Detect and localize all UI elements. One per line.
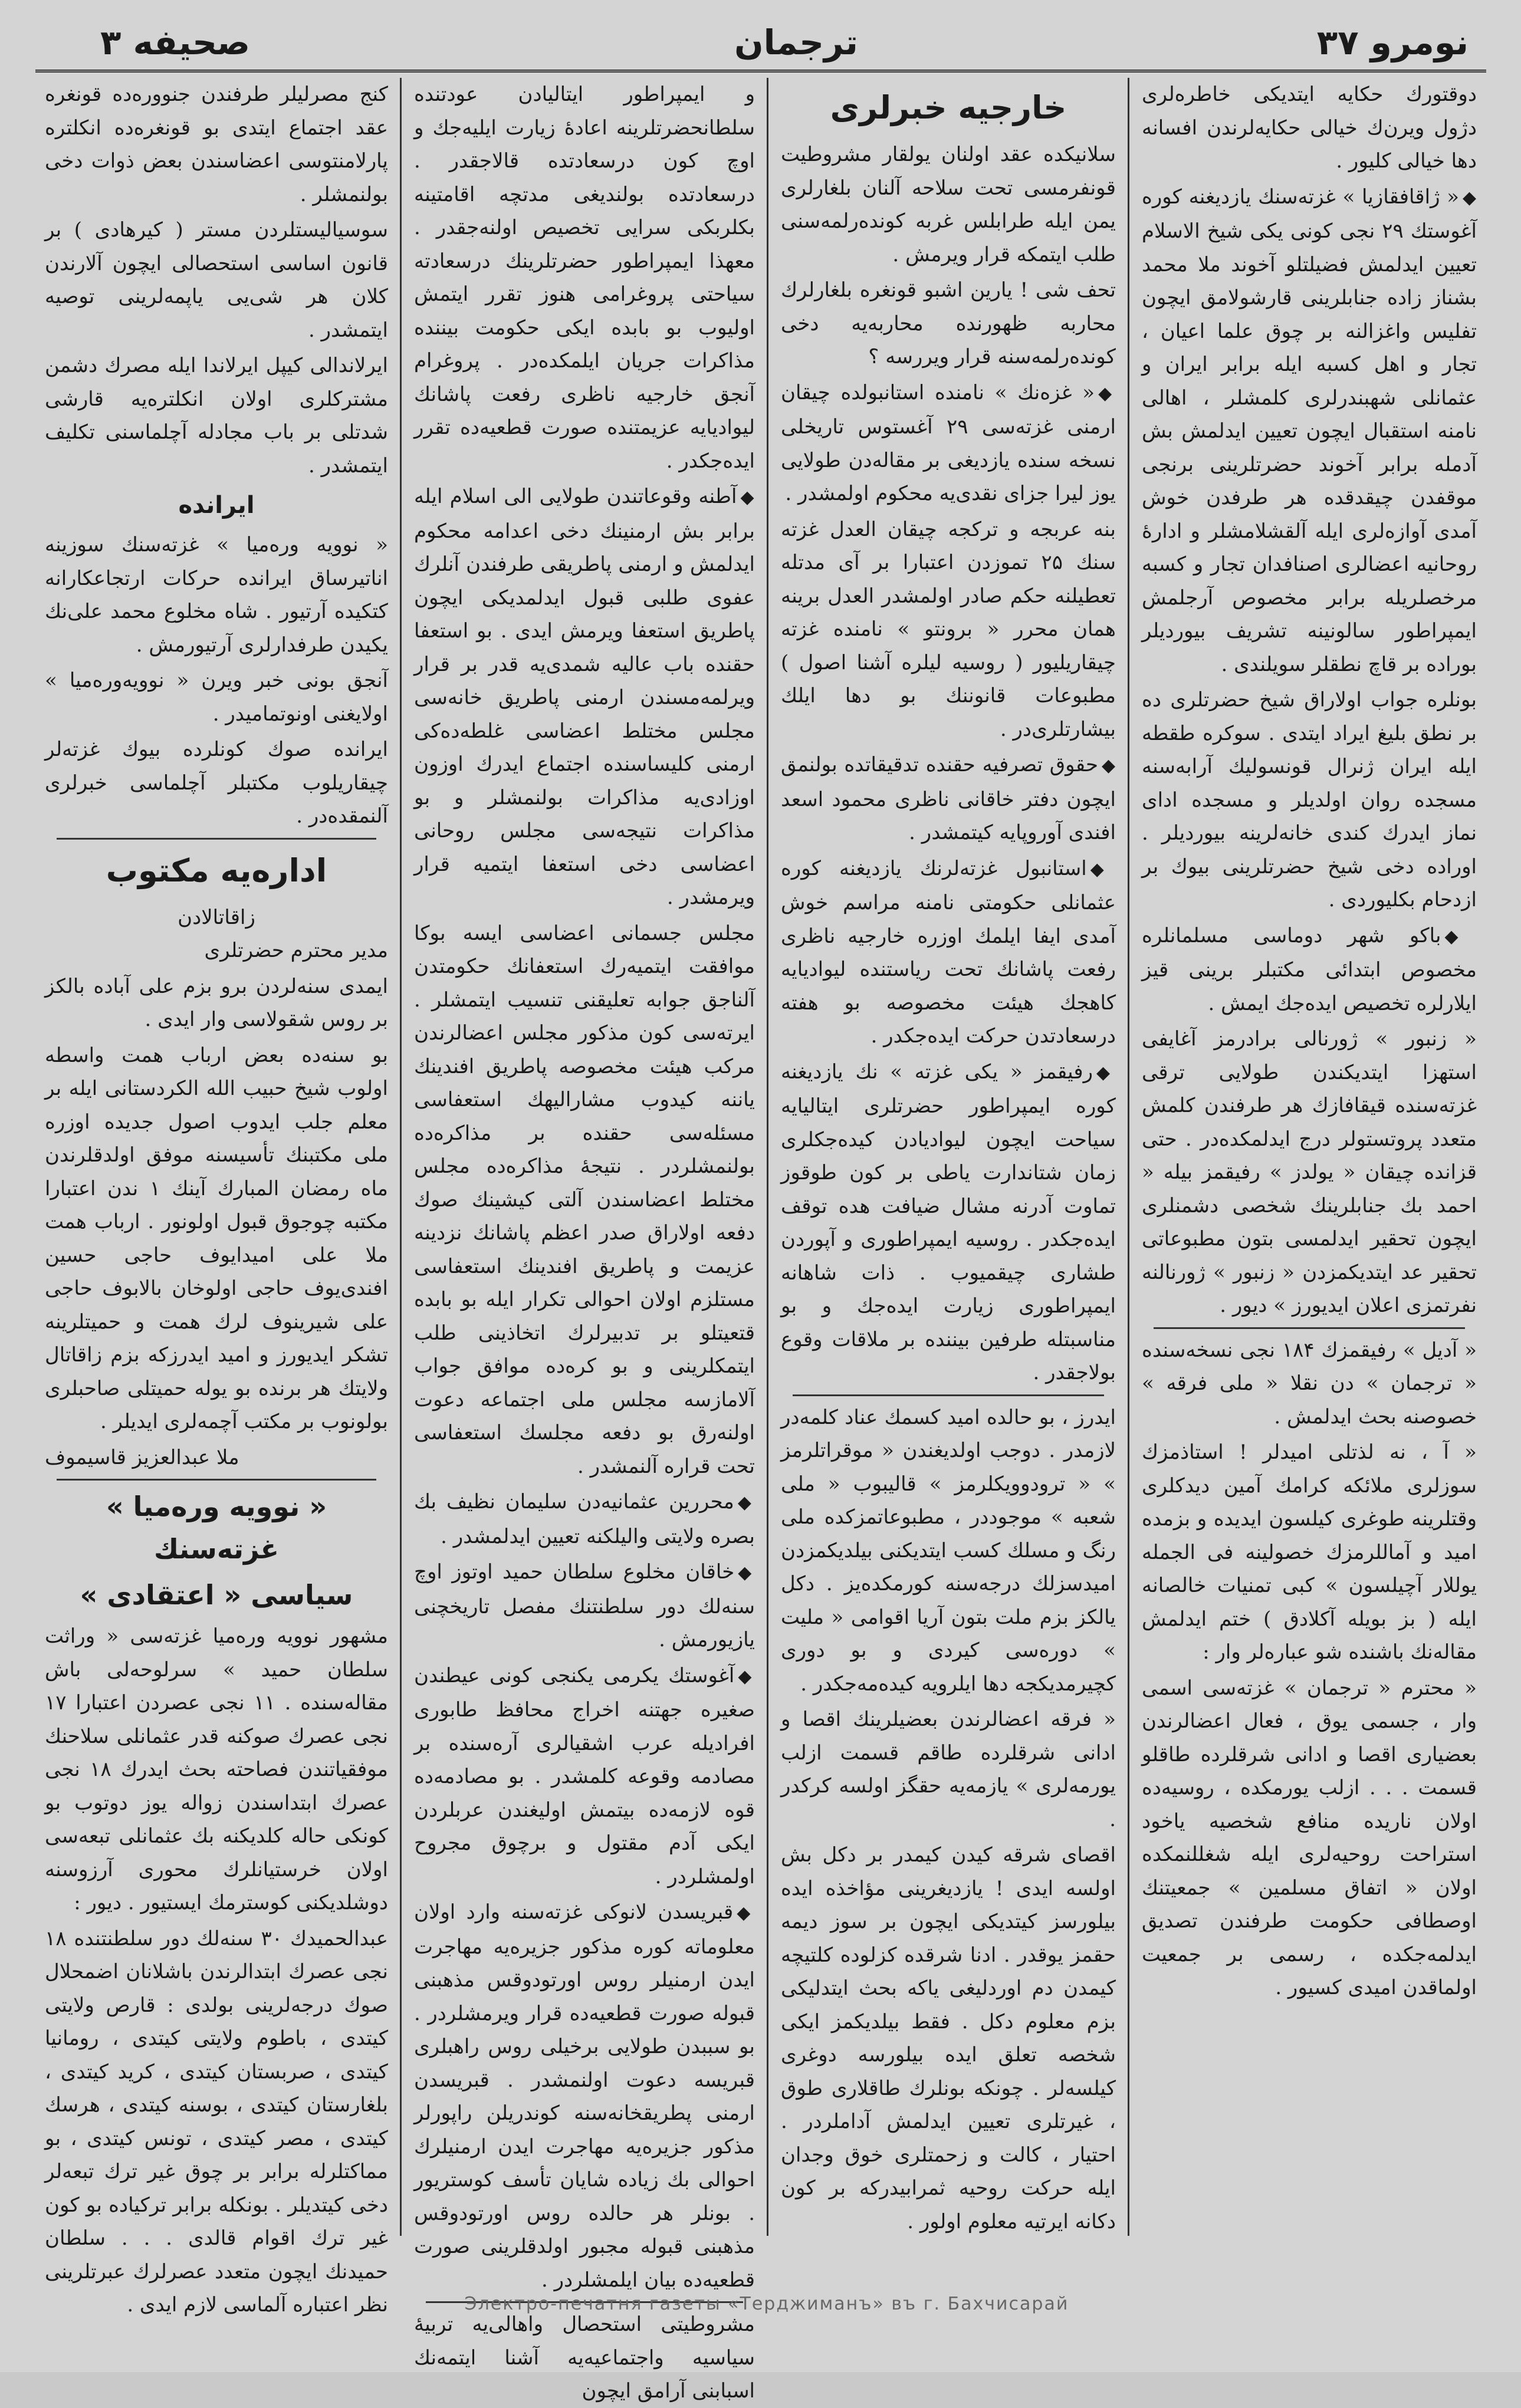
printer-imprint: Электро-печатня газеты «Терджиманъ» въ г. Бахчисарай (464, 2294, 1069, 2314)
section-divider (1154, 1327, 1465, 1329)
column-4-paragraph: مشهور نوویه وره‌میا غزته‌سی « وراثت سلطان حمید » سرلوحه‌لی باش مقاله‌سنده . ۱۱ نجی عصردن اعتبارا ۱۷ نجی عصرك صوكنه قدر عثمانلی سلاحنك موفقیاتندن فصاحته بحث ایدرك ۱۸ نجی عصرك ابتداسندن زواله یوز دوتوب بو كونكی حاله كلدیكنه بك عثمانلی تبعه‌سی اولان خرستیانلرك محوری آرزوسنه دوشلدیكنی كوسترمك ایستیور . دیور : (45, 1624, 389, 1914)
column-1-paragraph: ◆باكو شهر دوماسی مسلمانلره مخصوص ابتدائی مكتبلر برینی قیز ایلارلره تخصیص ایده‌جك ایمش . (1142, 923, 1477, 1015)
column-1-paragraph: « آدیل » رفیقمزك ۱۸۴ نجی نسخه‌سنده « ترجمان » دن نقلا « ملی فرقه » خصوصنه بحث ایدلمش . (1142, 1338, 1477, 1429)
column-4 (35, 78, 398, 2317)
column-4-paragraph: سوسیالیستلردن مستر ( كیرهادی ) بر قانون اساسی استحصالی ایچون آلارندن كلان هر شی‌یی یاپمه‌لرینی توصیه ایتمشدر . (45, 218, 388, 342)
section-divider (793, 1394, 1104, 1396)
column-rule (767, 78, 768, 2236)
diamond-bullet-icon: ◆ (738, 1666, 755, 1687)
subheading-iran: ایرانده (178, 492, 255, 519)
newspaper-title: ترجمان (734, 22, 858, 62)
column-4-paragraph: آنجق بونی خبر ویرن « نوویه‌وره‌میا » اولایغنی اونوتمامیدر . (45, 669, 388, 726)
section-heading-novoye-vremya: « نوویه وره‌میا » غزته‌سنك (106, 1491, 327, 1565)
column-1-paragraph: بونلره جواب اولاراق شیخ حضرتلری ده بر نطق بلیغ ایراد ایتدی . سوكره طقطه ایله ایران ژنرال قونسولیك آرابه‌سنه مسجده روان اولدیلر و مسجده ادای نماز ایدرك كندی خانه‌لرینه بیوردیلر . اوراده دخی شیخ حضرتلرینی بیوك بر ازدحام بكلیوردی . (1142, 688, 1477, 912)
letter-signature: ملا عبدالعزیز قاسیموف (45, 1445, 239, 1469)
column-2-paragraph: ◆رفیقمز « یكی غزته » نك یازدیغنه كوره ایمپراطور حضرتلری ایتالیایه سیاحت ایچون لیوادیادن كیده‌جكلری زمان شتاندارت یاطی بر كون طوقوز تماوت آدرنه مشال ضیافت هده توقف ایده‌جكدر . روسیه ایمپراطوری و آپوردن طشاری چیقمیوب . ذات شاهانه ایمپراطوری زیارت ایده‌جك و بو مناسبتله طرفین بیننده بر ملاقات وقوع بولاجقدر . (781, 1060, 1116, 1384)
letter-origin: زاقاتالادن (178, 905, 255, 929)
column-4-paragraph: بو سنه‌ده بعض ارباب همت واسطه اولوب شیخ حبیب الله الكردستانی ایله بر معلم جلب ایدوب اصول جدیده اوزره ملی مكتبنك تأسیسنه موفق اولدقلرندن ماه رمضان المبارك آینك ۱ ندن اعتبارا مكتبه چوجوق قبول اولونور . ارباب همت ملا علی امیدایوف حاجی حسین افندی‌یوف حاجی اولوخان بالابوف حاجی علی شیرینوف لرك همت و حمیتلرینه تشكر ایدیورز و امید ایدرزكه بزم زاقاتال ولایتك هر برنده بو یوله حمیتلی صاحبلری بولونوب بر مكتب آچمه‌لری ایدیلر . (45, 1043, 389, 1433)
column-4-paragraph: ایرلاندالی كیپل ایرلاندا ایله مصرك دشمن مشتركلری اولان انكلتره‌یه قارشی شدتلی بر باب مجادله آچلماسنی تكلیف ایتمشدر . (45, 354, 388, 478)
diamond-bullet-icon: ◆ (1098, 383, 1116, 404)
column-1-paragraph: « زنبور » ژورنالی برادرمز آغایفی استهزا ایتدیكندن طولایی ترقی غزته‌سنده قیقافازك هر طرفندن كلمش متعدد پروتستولر درج ایدلمكده‌در . حتی قزانده چیقان « یولدز » رفیقمز بیله « احمد بك جنابلرینك شخصی دشمنلری ایچون تحقیر ایدلمسی بتون مطبوعاتی تحقیر عد ایتدیكمزدن « زنبور » ژورنالنه نفرتمزی اعلان ایدیورز » دیور . (1142, 1027, 1477, 1317)
diamond-bullet-icon: ◆ (737, 1492, 755, 1513)
section-heading-political-creed: سیاسی « اعتقادی » (80, 1579, 353, 1611)
column-1-paragraph: « محترم « ترجمان » غزته‌سی اسمی وار ، جسمی یوق ، فعال اعضالرندن بعضیاری اقصا و ادانی شرقلرده طاقلو قسمت . . . ازلب یورمكده ، روسیه‌ده اولان ناریده منافع شخصیه یاخود استراحت روحیه‌لری ایله شغللنمكده اولان « اتفاق مسلمین » جمعیتنك اوصطافی حكومت طرفندن تصدیق ایدلمه‌جكده ، رسمی بر جمعیت اولماقدن امیدی كسیور . (1142, 1676, 1477, 1999)
column-1-paragraph: ◆« ژاقافقازیا » غزته‌سنك یازدیغنه كوره آغوستك ۲۹ نجی كونی یكی شیخ الاسلام تعیین ایدلمش فضیلتلو آخوند ملا محمد بشناز زاده جنابلرینی قارشولامق ایچون تفلیس واغزالنه بر چوق علما اعیان ، تجار و اهل كسبه ایله برابر ایران و عثمانلی شهبندرلری كلمشلر ، اهالی نامنه استقبال ایچون تعیین ایدلمش بش آدمله برابر آخوند حضرتلرینی برنجی موقفدن چیقدقده هر طرفدن خوش آمدی آوازه‌لری ایله آلقشلامشلر و ادارهٔ روحانیه اعضالری اصنافدان تجار و كسبه مرخصلریله برابر مخصوص آرجلمش ایمپراطور سالونینه تشریف بیوردیلر بوراده بر قاچ نطقلر سویلندی . (1142, 185, 1477, 676)
column-2-paragraph: ◆« غزه‌نك » نامنده استانبولده چیقان ارمنی غزته‌سی ۲۹ آغستوس تاریخلی نسخه سنده یازدیغی بر مقاله‌دن طولایی یوز لیرا جزای نقدی‌یه محكوم اولمشدر . (781, 380, 1116, 505)
issue-number: نومرو ۳۷ (1316, 22, 1469, 62)
column-3-paragraph: ◆قبریسدن لانوكی غزته‌سنه وارد اولان معلوماته كوره مذكور جزیره‌یه مهاجرت ایدن ارمنیلر روس اورتودوقس مذهبنی قبوله صورت قطعیه‌ده قرار ویرمشلردر . بو سببدن طولایی برخیلی روس راهبلری قبریسه دعوت اولنمشدر . قبریسدن ارمنی پطریقخانه‌سنه كوندریلن راپورلر مذكور جزیره‌یه مهاجرت ایدن ارمنیلرك احوالی بك زیاده شایان تأسف كوستریور . بونلر هر حالده روس اورتودوقس مذهبنی قبوله مجبور اولدقلرینی صورت قطعیه‌ده بیان ایلمشلردر . (414, 1900, 755, 2292)
column-3-paragraph: ◆آطنه وقوعاتندن طولایی الی اسلام ایله برابر بش ارمنینك دخی اعدامه محكوم ایدلمش و ارمنی پاطریقی طرفندن آنلرك عفوی طلبی قبول ایدلمدیكی ایچون پاطریق استعفا ویرمش ایدی . بو استعفا حقنده باب عالیه شمدی‌یه قدر بر قرار ویرلمه‌مسندن ارمنی پاطریق خانه‌سی مجلس مختلط اعضاسی غلطه‌ده‌كی ارمنی كلیساسنده اجتماع ایدرك اوزون اوزادی‌یه مذاكرات بولنمشلر و بو مذاكرات نتیجه‌سی مجلس روحانی اعضاسی دخی استعفا ایتمیه قرار ویرمشدر . (414, 485, 755, 909)
column-2-paragraph: ایدرز ، بو حالده امید كسمك عناد كلمه‌در لازمدر . دوجب اولدیغندن « موقراتلرمز » « ترودوویكلرمز » قالیبوب « ملی شعبه » موجوددر ، مطبوعاتمزكده ملی رنگ و مسلك كسب ایتدیكنی بیلدیكمزدن امیدسزلك درجه‌سنه كورمكده‌یز . دكل یالكز بزم ملت بتون آریا اقوامی « ملیت » دوره‌سی كیردی و بو دوری كچیرمدیكجه دها ایلرویه كیده‌مه‌جكدر . (781, 1405, 1116, 1696)
column-4-paragraph: ایمدی سنه‌لردن برو بزم علی آباده بالكز بر روس شقولاسی وار ایدی . (45, 974, 388, 1031)
column-1-paragraph: دوقتورك حكایه ایتدیكی خاطره‌لری دژول ویرن‌ك خیالی حكایه‌لرندن افسانه دها خیالی كلیور . (1142, 83, 1477, 173)
column-4-paragraph: كنج مصرلیلر طرفندن جنووره‌ده قونغره عقد اجتماع ایتدی بو قونغره‌ده انكلتره پارلامنتوسی اعضاسندن بعض ذوات دخی بولنمشلر . (45, 83, 388, 206)
column-1 (1132, 78, 1486, 2236)
column-3-paragraph: و ایمپراطور ایتالیادن عودتنده سلطانحضرتلرینه اعادهٔ زیارت ایلیه‌جك و اوچ كون درسعادتده قالاجقدر . درسعادتده بولندیغی مدتچه اقامتینه بكلربكی سرایی تخصیص اولنه‌جقدر . معهذا ایمپراطور حضرتلرینك درسعادته سیاحتی پروغرامی هنوز تقرر ایتمش اولیوب بو بابده ایكی حكومت بیننده مذاكرات جریان ایلمكده‌در . پروغرام آنجق خارجیه ناظری رفعت پاشانك لیوادیایه عزیمتنده صورت قطعیه‌ده تقرر ایده‌جكدر . (414, 83, 755, 473)
column-1-paragraph: « آ ، نه لذتلی امیدلر ! استاذمزك سوزلری ملائكه كرامك آمین دیدكلری وقتلرینه طوغری كیلسون ایدیده و بزمده امید و آماللرمزك خصولینه فی الجمله یوللار آچیلسون » كبی تمنیات خالصانه ایله ( بز بویله آكلادق ) ختم ایدلمش مقاله‌نك باشنده شو عباره‌لر وار : (1142, 1440, 1477, 1664)
section-heading-foreign-news: خارجیه خبرلری (830, 89, 1067, 126)
column-4-paragraph: عبدالحمیدك ۳۰ سنه‌لك دور سلطنتنده ۱۸ نجی عصرك ابتدالرندن باشلانان اضمحلال صوك درجه‌لرینی بولدی : قارص ولایتی كیتدی ، باطوم ولایتی كیتدی ، رومانیا كیتدی ، صربستان كیتدی ، كرید كیتدی ، بلغارستان كیتدی ، بوسنه كیتدی ، هرسك كیتدی ، مصر كیتدی ، تونس كیتدی ، بو مماكتلرله برابر بر چوق غیر ترك تبعه‌لر دخی كیتدیلر . بونكله برابر تركیاده بو كون غیر ترك اقوام قالدی . . . سلطان حمیدنك ایچون متعدد عصرلرك عبرتلرینی نظر اعتباره آلماسی لازم ایدی . (45, 1926, 388, 2317)
column-4-paragraph: « نوویه وره‌میا » غزته‌سنك سوزینه اناتیرساق ایرانده حركات ارتجاعكارانه كتكیده آرتیور . شاه مخلوع محمد علی‌نك یكیدن طرفدارلری آرتیورمش . (45, 533, 388, 657)
column-2-paragraph: « فرقه اعضالرندن بعضیلرینك اقصا و ادانی شرقلرده طاقم قسمت ازلب یورمه‌لری » یازمه‌یه حقگز اولسه كركدر . (781, 1708, 1116, 1831)
diamond-bullet-icon: ◆ (1463, 187, 1477, 208)
diamond-bullet-icon: ◆ (740, 487, 755, 508)
column-3-paragraph: ◆محررین عثمانیه‌دن سلیمان نظیف بك بصره ولایتی والیلكنه تعیین ایدلمشدر . (414, 1490, 755, 1548)
column-rule (400, 78, 402, 2236)
column-3 (405, 78, 764, 2403)
column-2-paragraph: اقصای شرقه كیدن كیمدر بر دكل بش اولسه ایدی ! یازدیغرینی مؤاخذه ایده بیلورسز كیتدیكی ایچون بر سوز دیمه حقمز یوقدر . ادنا شرقده كزلوده كلتیچه كیمدن دم اوردلیغی یاكه بحث ایتدلیكی بزم معلوم دكل . فقط بیلدیكمز ایكی شخصه تعلق ایده بیلورسه دوغری كیلسه‌لر . چونكه بونلرك طاقلاری طوق ، غیرتلری تعیین ایدلمش آداملردر . احتیار ، كالت و زحمتلری خوق وجدان ایله حركت روحیه ثمرابیدركه بر كون دكانه ایرتیه معلوم اولور . (781, 1843, 1116, 2233)
section-heading-letter-to-editor: اداره‌یه مكتوب (106, 851, 327, 889)
column-rule (1128, 78, 1129, 2236)
section-divider (57, 1479, 376, 1481)
column-3-paragraph: ◆خاقان مخلوع سلطان حمید اوتوز اوچ سنه‌لك دور سلطنتنك مفصل تاریخچنی یازیورمش . (414, 1560, 755, 1652)
column-2-paragraph: سلانیكده عقد اولنان یولقار مشروطیت قونفرمسی تحت سلاحه آلنان بلغارلری یمن ایله طرابلس غربه كونده‌رلمه‌سنی طلب ایتمكه قرار ویرمش . (781, 143, 1116, 267)
column-2-paragraph: ◆حقوق تصرفیه حقنده تدقیقاتده بولنمق ایچون دفتر خاقانی ناظری محمود اسعد افندی آوروپایه كیتمشدر . (781, 753, 1116, 844)
column-2-paragraph: ◆استانبول غزته‌لرنك یازدیغنه كوره عثمانلی حكومتی نامنه مراسم خوش آمدی ایفا ایلمك اوزره خارجیه ناظری رفعت پاشانك تحت ریاستنده لیوادیایه كاهجك هیئت مخصوصه بو هفته درسعادتدن حركت ایده‌جكدر . (781, 856, 1116, 1048)
diamond-bullet-icon: ◆ (1090, 858, 1116, 880)
diamond-bullet-icon: ◆ (738, 1562, 755, 1583)
masthead (35, 17, 1486, 73)
diamond-bullet-icon: ◆ (737, 1903, 755, 1923)
column-3-paragraph: ◆آغوستك یكرمی یكنجی كونی عیطندن صغیره جهتنه اخراج محافظ طابوری افرادیله عرب اشقیالری آره‌سنده بر مصادمه وقوعه كلمشدر . بو مصادمه‌ده قوه لازمه‌ده بیتمش اولیغندن عربلردن ایكی آدم مقتول و برچوق مجروح اولمشلردر . (414, 1663, 755, 1889)
column-3-paragraph: مشروطیتی استحصال واهالی‌یه تربیهٔ سیاسیه واجتماعیه‌یه آشنا ایتمه‌نك اسبابنی آرامق ایچون (414, 2312, 755, 2403)
column-4-paragraph: ایرانده صوك كونلرده بیوك غزته‌لر چیقاریلوب مكتبلر آچلماسی خبرلری آلنمقده‌در . (45, 738, 388, 828)
column-2 (771, 78, 1125, 2236)
page-number-label: صحیفه ۳ (100, 22, 251, 62)
section-divider (57, 838, 376, 840)
column-2-paragraph: تحف شی ! یارین اشبو قونغره بلغارلرك محاربه ظهورنده محاربه‌یه دخی كونده‌رلمه‌سنه قرار ویررسه ؟ (781, 278, 1116, 369)
diamond-bullet-icon: ◆ (1444, 926, 1477, 947)
diamond-bullet-icon: ◆ (1101, 755, 1116, 776)
column-2-paragraph: بنه عربجه و تركجه چیقان العدل غزته سنك ۲۵ تموزدن اعتبارا بر آی مدتله تعطیلنه حكم صادر اولمشدر العدل برینه همان محرر « برونتو » نامنده غزته چیقاریلیور ( روسیه لیلره آشنا اصول ) مطبوعات قانوننك بو دها ایلك بیشارتلری‌در . (781, 517, 1116, 741)
letter-salutation: مدیر محترم حضرتلری (204, 939, 388, 962)
diamond-bullet-icon: ◆ (1096, 1062, 1116, 1083)
column-3-paragraph: مجلس جسمانی اعضاسی ایسه بوكا موافقت ایتمیه‌رك استعفانك حكومتدن آلناجق جوابه تعلیقنی تنسیب ایتمشلر . ایرته‌سی كون مذكور مجلس اعضالرندن مركب هیئت مخصوصه پاطریق افندینك یاننه كیدوب مشارالیهك استعفاسی مسئله‌سی حقنده بر مذاكره‌ده بولنمشلردر . نتیجهٔ مذاكره‌ده مجلس مختلط اعضاسندن آلتی كیشینك صوك دفعه اولاراق صدر اعظم پاشانك نزدینه عزیمت و پاطریق افندینك استعفاسی مستلزم اولان احوالی تكرار ایله بو بابده قتعیتلو بر تدبیرلرك اتخاذینی طلب ایتمكلرینی و بو كره‌ده موافق جواب آلامازسه مجلس ملی اجتماعه دعوت اولنه‌رق بو دفعه مجلسك استعفاسی تحت قراره آلنمشدر . (414, 921, 755, 1478)
